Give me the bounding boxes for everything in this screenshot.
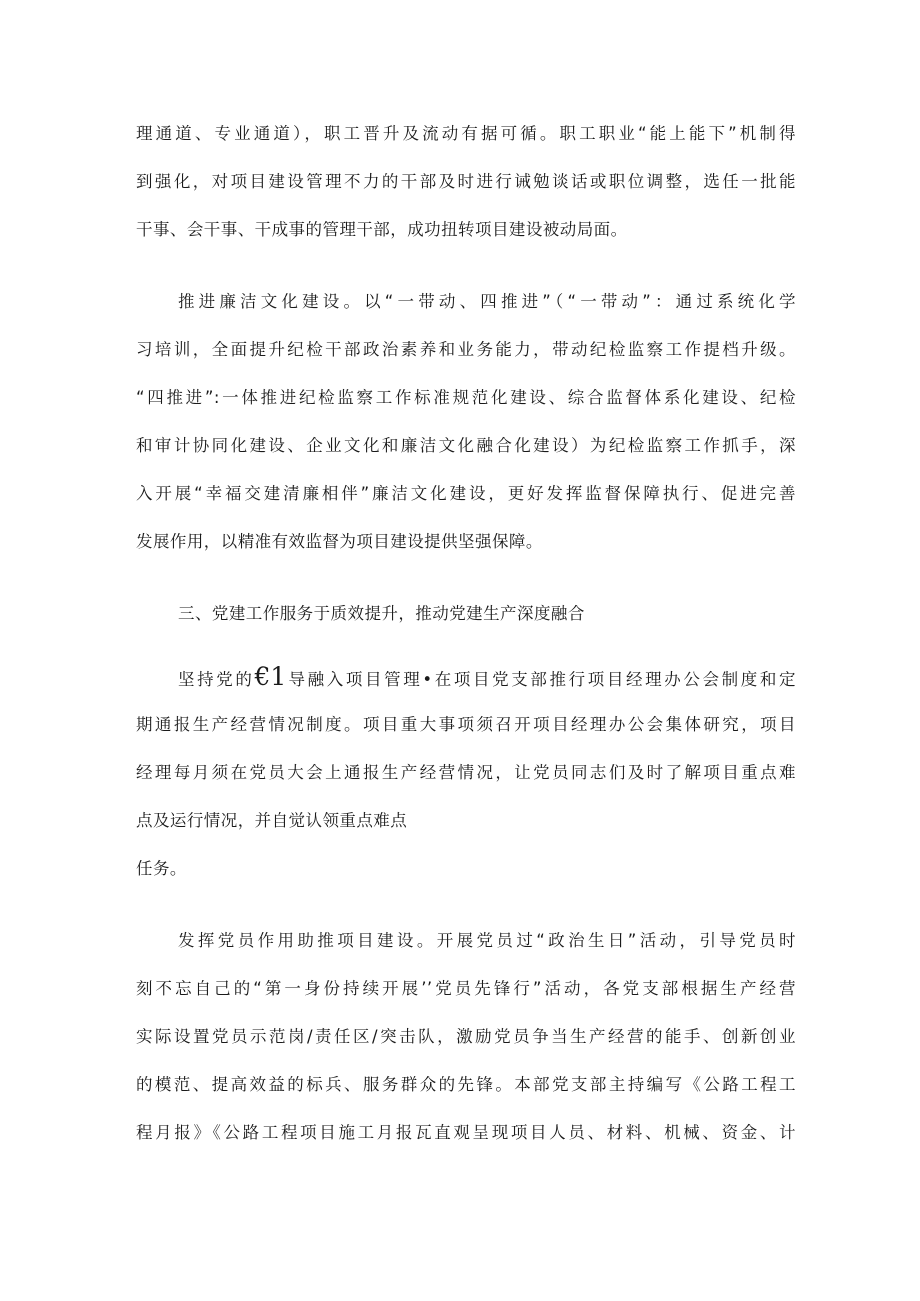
line-text-pre: 坚持党的 [178,670,255,689]
text-line: 刻不忘自己的“第一身份持续开展’’党员先锋行”活动，各党支部根据生产经营 [136,979,796,998]
text-line: 任务。 [136,859,187,878]
text-line: “四推进”:一体推进纪检监察工作标准规范化建设、综合监督体系化建设、纪检 [136,388,796,407]
text-line: 实际设置党员示范岗/责任区/突击队，激励党员争当生产经营的能手、创新创业 [136,1027,796,1046]
line-text-post: 导融入项目管理•在项目党支部推行项目经理办公会制度和定 [286,670,796,689]
text-line: 发展作用，以精准有效监督为项目建设提供坚强保障。 [136,532,543,551]
text-line: 程月报》《公路工程项目施工月报瓦直观呈现项目人员、材料、机械、资金、计 [136,1123,796,1142]
text-line: 到强化，对项目建设管理不力的干部及时进行诫勉谈话或职位调整，选任一批能 [136,172,796,191]
text-line: 经理每月须在党员大会上通报生产经营情况，让党员同志们及时了解项目重点难 [136,763,796,782]
paragraph-first-line [178,666,796,691]
text-line: 的模范、提高效益的标兵、服务群众的先锋。本部党支部主持编写《公路工程工 [136,1075,796,1094]
ocr-glyph-artifact: €1 [254,666,287,691]
paragraph-first-line: 推进廉洁文化建设。以“一带动、四推进”（“一带动”：通过系统化学 [178,292,796,311]
text-line: 习培训，全面提升纪检干部政治素养和业务能力，带动纪检监察工作提档升级。 [136,340,796,359]
text-line: 干事、会干事、干成事的管理干部，成功扭转项目建设被动局面。 [136,220,628,239]
text-line: 理通道、专业通道），职工晋升及流动有据可循。职工职业“能上能下”机制得 [136,124,796,143]
section-heading: 三、党建工作服务于质效提升，推动党建生产深度融合 [178,604,585,623]
text-line: 点及运行情况，并自觉认领重点难点 [136,811,408,830]
text-line: 入开展“幸福交建清廉相伴”廉洁文化建设，更好发挥监督保障执行、促进完善 [136,484,796,503]
text-line: 期通报生产经营情况制度。项目重大事项须召开项目经理办公会集体研究，项目 [136,715,796,734]
paragraph-first-line: 发挥党员作用助推项目建设。开展党员过“政治生日”活动，引导党员时 [178,931,796,950]
text-line: 和审计协同化建设、企业文化和廉洁文化融合化建设）为纪检监察工作抓手，深 [136,436,796,455]
